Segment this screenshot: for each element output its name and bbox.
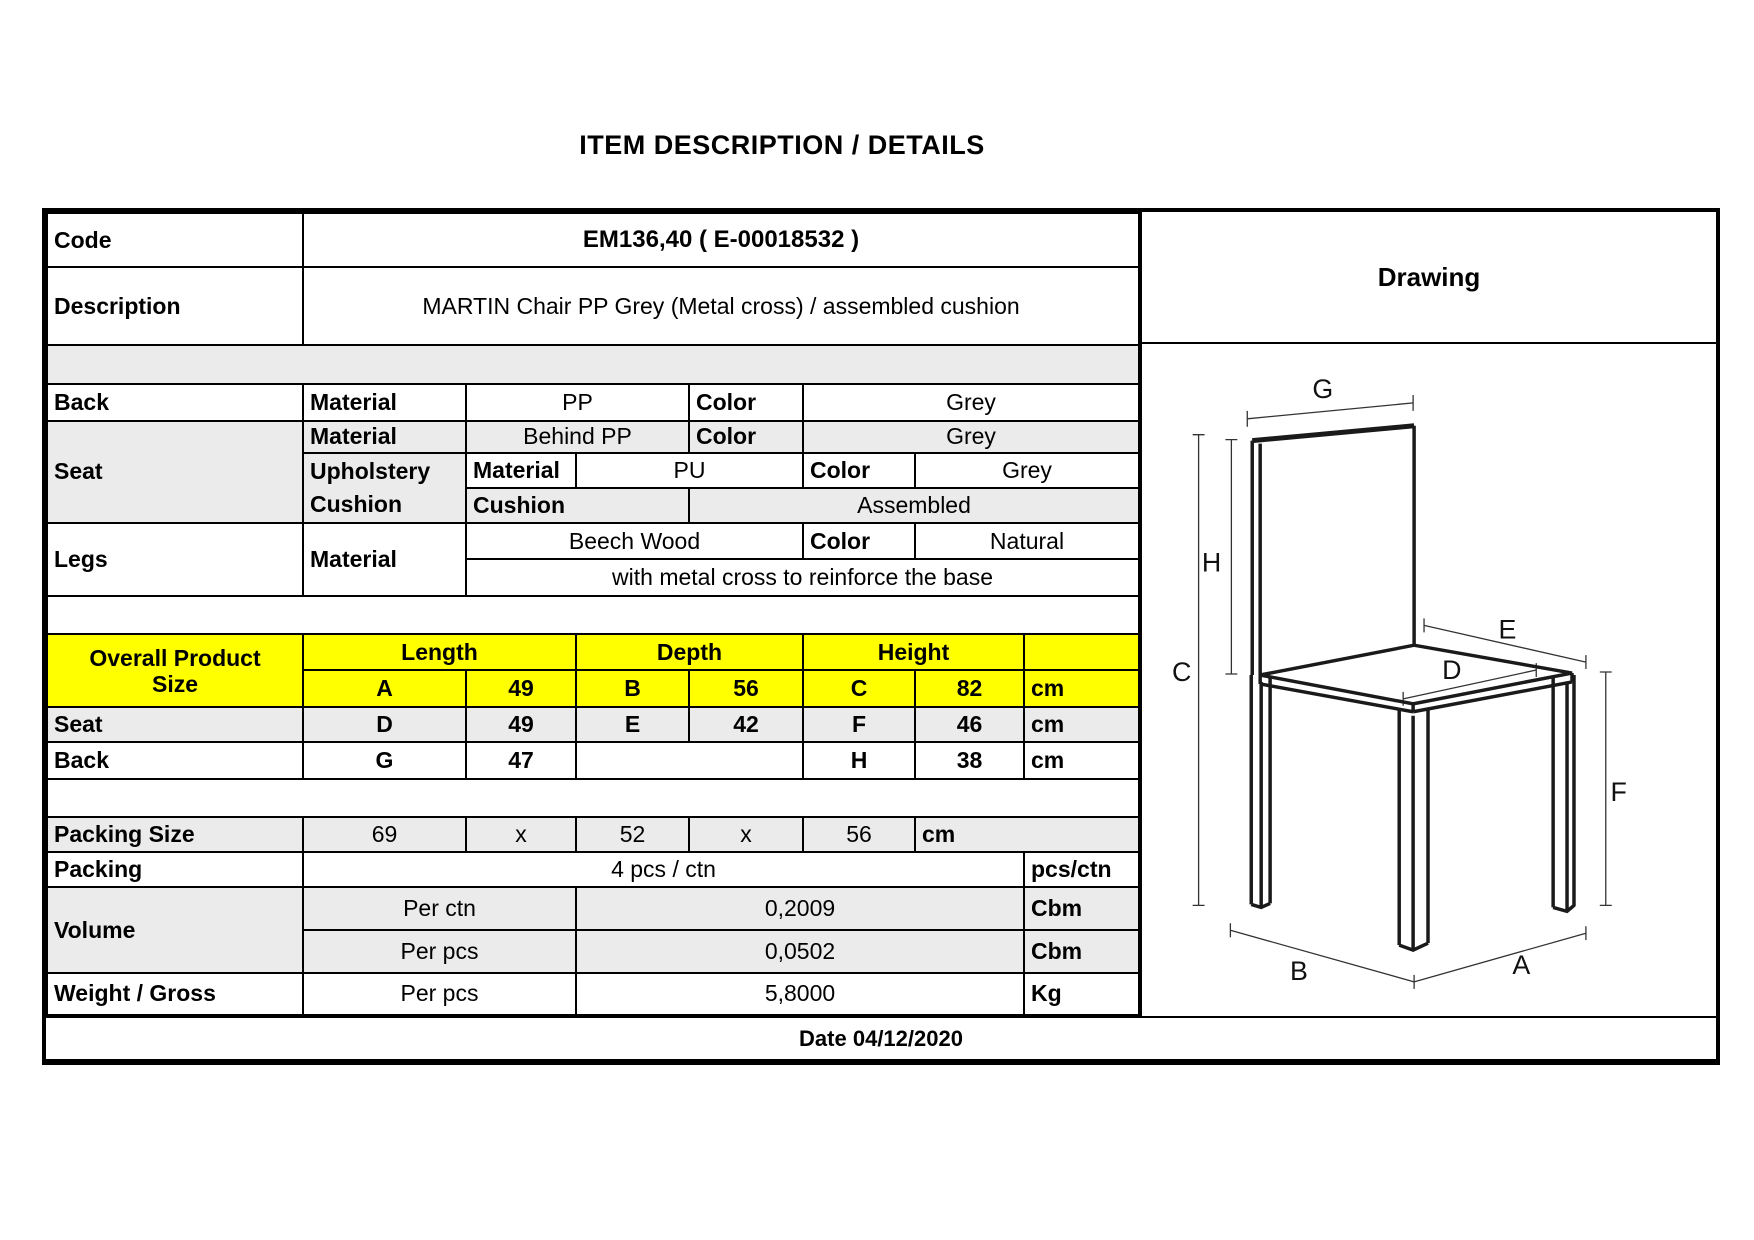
packing-size-v1: 69 (303, 817, 466, 852)
dim-c-value: 82 (915, 670, 1024, 707)
label-c: C (1172, 656, 1192, 687)
back-dims-unit: cm (1024, 742, 1139, 779)
code-label: Code (47, 213, 303, 267)
spacer-row-3 (47, 779, 1139, 817)
back-material-value: PP (466, 384, 689, 421)
cushion-label: Cushion (310, 490, 402, 517)
packing-size-x2: x (689, 817, 803, 852)
chair-outline (1251, 426, 1574, 950)
description-row (47, 267, 1139, 345)
seat-label: Seat (47, 421, 303, 523)
spacer-cell (47, 779, 1139, 817)
dim-d: D (303, 707, 466, 742)
depth-header: Depth (576, 634, 803, 669)
overall-unit: cm (1024, 670, 1139, 707)
packing-size-v3: 56 (803, 817, 915, 852)
legs-note: with metal cross to reinforce the base (466, 559, 1139, 596)
dim-g: G (303, 742, 466, 779)
spacer-row-2 (47, 596, 1139, 634)
packing-size-unit: cm (915, 817, 1139, 852)
overall-unit-spacer (1024, 634, 1139, 669)
spacer-cell (47, 596, 1139, 634)
overall-label-line1: Overall Product (89, 644, 261, 671)
uph-material-value: PU (576, 453, 803, 488)
back-row (47, 384, 1139, 421)
weight-label: Weight / Gross (47, 973, 303, 1015)
legs-material-label: Material (303, 523, 466, 596)
packing-size-label: Packing Size (47, 817, 303, 852)
legs-material-value: Beech Wood (466, 523, 803, 559)
dim-e: E (576, 707, 689, 742)
packing-unit: pcs/ctn (1024, 852, 1139, 887)
drawing-header: Drawing (1142, 212, 1716, 344)
cushion-row-label: Cushion (466, 488, 689, 523)
seat-color-value: Grey (803, 421, 1139, 453)
label-b: B (1289, 955, 1308, 986)
seat-material-row (47, 421, 1139, 453)
volume-unit-pcs: Cbm (1024, 930, 1139, 973)
weight-row (47, 973, 1139, 1015)
spacer-row-1 (47, 345, 1139, 383)
legs-color-label: Color (803, 523, 915, 559)
code-value: EM136,40 ( E-00018532 ) (303, 213, 1139, 267)
uph-color-label: Color (803, 453, 915, 488)
length-header: Length (303, 634, 576, 669)
seat-color-label: Color (689, 421, 803, 453)
label-a: A (1512, 949, 1531, 980)
volume-unit-ctn: Cbm (1024, 887, 1139, 929)
seat-material-label: Material (303, 421, 466, 453)
dim-c: C (803, 670, 915, 707)
back-dims-label: Back (47, 742, 303, 779)
date-row (46, 1016, 1716, 1059)
seat-dims-label: Seat (47, 707, 303, 742)
cushion-value: Assembled (689, 488, 1139, 523)
label-e: E (1498, 614, 1517, 645)
dim-h-value: 38 (915, 742, 1024, 779)
date-value: Date 04/12/2020 (799, 1025, 963, 1051)
legs-label: Legs (47, 523, 303, 596)
volume-per-ctn-value: 0,2009 (576, 887, 1024, 929)
overall-label-line2: Size (151, 670, 199, 697)
spec-table (46, 212, 1140, 1016)
dim-f: F (803, 707, 915, 742)
description-label: Description (47, 267, 303, 345)
height-header: Height (803, 634, 1024, 669)
weight-value: 5,8000 (576, 973, 1024, 1015)
back-color-value: Grey (803, 384, 1139, 421)
packing-size-row (47, 817, 1139, 852)
back-material-label: Material (303, 384, 466, 421)
back-label: Back (47, 384, 303, 421)
label-g: G (1312, 373, 1334, 404)
dim-f-value: 46 (915, 707, 1024, 742)
dim-b: B (576, 670, 689, 707)
packing-size-x1: x (466, 817, 576, 852)
seat-dims-unit: cm (1024, 707, 1139, 742)
weight-per-pcs-label: Per pcs (303, 973, 576, 1015)
volume-label: Volume (47, 887, 303, 972)
uph-material-label: Material (466, 453, 576, 488)
volume-per-ctn-label: Per ctn (303, 887, 576, 929)
back-color-label: Color (689, 384, 803, 421)
label-f: F (1610, 777, 1627, 808)
packing-row (47, 852, 1139, 887)
weight-unit: Kg (1024, 973, 1139, 1015)
legs-row (47, 523, 1139, 559)
dim-h: H (803, 742, 915, 779)
dim-a: A (303, 670, 466, 707)
label-h: H (1201, 547, 1222, 578)
overall-header-row (47, 634, 1139, 669)
volume-ctn-row (47, 887, 1139, 929)
packing-value: 4 pcs / ctn (303, 852, 1024, 887)
description-value: MARTIN Chair PP Grey (Metal cross) / assembled cushion (303, 267, 1139, 345)
dim-b-value: 56 (689, 670, 803, 707)
back-dims-empty (576, 742, 803, 779)
label-d: D (1442, 654, 1462, 685)
chair-drawing (1142, 344, 1716, 1011)
upholstery-label: Upholstery (310, 457, 431, 484)
dim-e-value: 42 (689, 707, 803, 742)
packing-label: Packing (47, 852, 303, 887)
spec-table-frame (42, 208, 1720, 1065)
spacer-cell (47, 345, 1139, 383)
dim-a-value: 49 (466, 670, 576, 707)
legs-color-value: Natural (915, 523, 1139, 559)
volume-per-pcs-label: Per pcs (303, 930, 576, 973)
overall-label (47, 634, 303, 706)
seat-material-value: Behind PP (466, 421, 689, 453)
dimension-lines (1193, 395, 1612, 989)
back-dims-row (47, 742, 1139, 779)
drawing-panel (1140, 212, 1716, 1016)
code-row (47, 213, 1139, 267)
seat-upholstery-cushion-label (303, 453, 466, 523)
packing-size-v2: 52 (576, 817, 689, 852)
drawing-area (1142, 344, 1716, 1016)
volume-per-pcs-value: 0,0502 (576, 930, 1024, 973)
dim-d-value: 49 (466, 707, 576, 742)
seat-dims-row (47, 707, 1139, 742)
uph-color-value: Grey (915, 453, 1139, 488)
page-title: ITEM DESCRIPTION / DETAILS (579, 130, 985, 160)
dim-g-value: 47 (466, 742, 576, 779)
